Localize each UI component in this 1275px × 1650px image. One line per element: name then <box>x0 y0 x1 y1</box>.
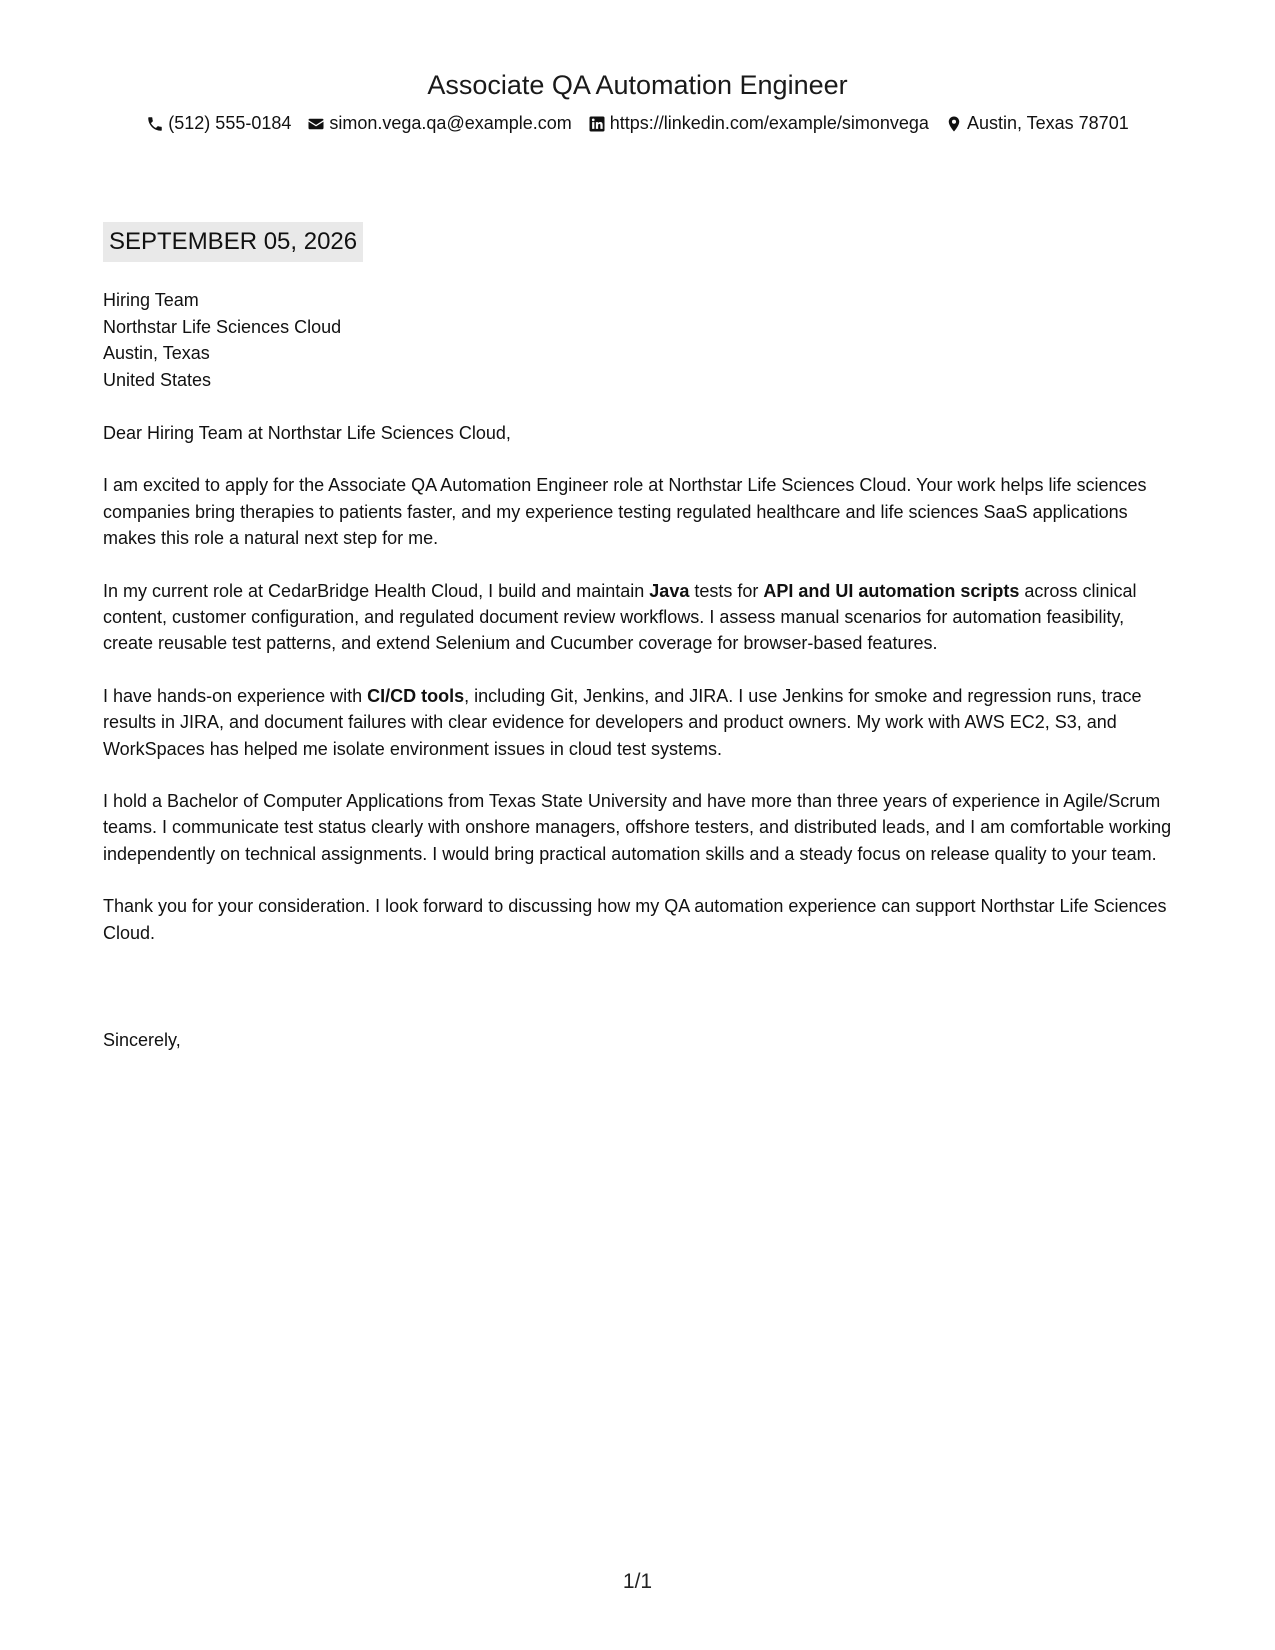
bold-text: Java <box>649 580 690 601</box>
paragraph-intro: I am excited to apply for the Associate QA Automation Engineer role at Northstar Life Sciences Cloud. Your work helps life sciences companies bring therapies to patients faster, and my experience testing regulated healthcare and life sciences SaaS applications makes this role a natural next step for me. <box>103 475 1147 549</box>
closing: Sincerely, <box>103 1030 181 1050</box>
contact-linkedin[interactable] <box>588 113 929 134</box>
linkedin-link: https://linkedin.com/example/simonvega <box>609 113 929 133</box>
map-pin-icon <box>945 115 963 133</box>
contact-info-row <box>0 113 1275 134</box>
phone-icon <box>146 115 164 133</box>
page-number: 1/1 <box>622 1570 653 1593</box>
recipient-address <box>103 287 341 393</box>
paragraph-experience <box>103 578 1175 657</box>
recipient-line: Hiring Team <box>103 290 199 310</box>
letter-date: SEPTEMBER 05, 2026 <box>103 222 363 262</box>
salutation: Dear Hiring Team at Northstar Life Sciences Cloud, <box>103 423 511 443</box>
text-run: In my current role at CedarBridge Health Cloud, I build and maintain <box>103 580 650 601</box>
email-link: simon.vega.qa@example.com <box>329 113 572 133</box>
bold-text: CI/CD tools <box>367 685 465 706</box>
paragraph-tools <box>103 683 1175 762</box>
contact-location <box>945 113 1129 134</box>
text-run: across clinical content, customer configuration, and regulated document review workflows. I assess manual scenarios for automation feasibility, create reusable test patterns, and extend Selenium and Cucumber coverage for browser-based features. <box>103 580 1137 654</box>
contact-email[interactable] <box>307 113 571 134</box>
bold-text: API and UI automation scripts <box>763 580 1020 601</box>
recipient-line: United States <box>103 369 212 390</box>
phone-text: (512) 555-0184 <box>168 113 292 133</box>
location-text: Austin, Texas 78701 <box>966 113 1129 133</box>
recipient-line: Austin, Texas <box>103 343 210 363</box>
linkedin-icon <box>588 115 606 133</box>
text-run: I have hands-on experience with <box>103 685 368 706</box>
paragraph-education: I hold a Bachelor of Computer Applications from Texas State University and have more than three years of experience in Agile/Scrum teams. I communicate test status clearly with onshore managers, offshore testers, and distributed leads, and I am comfortable working independently on technical assignments. I would bring practical automation skills and a steady focus on release quality to your team. <box>103 791 1172 864</box>
paragraph-thanks: Thank you for your consideration. I look forward to discussing how my QA automation experience can support Northstar Life Sciences Cloud. <box>103 896 1167 943</box>
envelope-icon <box>307 115 325 133</box>
letter-body <box>103 420 1175 972</box>
recipient-line: Northstar Life Sciences Cloud <box>103 316 342 337</box>
text-run: tests for <box>689 580 764 601</box>
page-title: Associate QA Automation Engineer <box>427 70 848 100</box>
text-run: , including Git, Jenkins, and JIRA. I use Jenkins for smoke and regression runs, trace results in JIRA, and document failures with clear evidence for developers and product owners. My work with AWS EC2, S3, and WorkSpaces has helped me isolate environment issues in cloud test systems. <box>103 685 1142 759</box>
contact-phone <box>146 113 291 134</box>
